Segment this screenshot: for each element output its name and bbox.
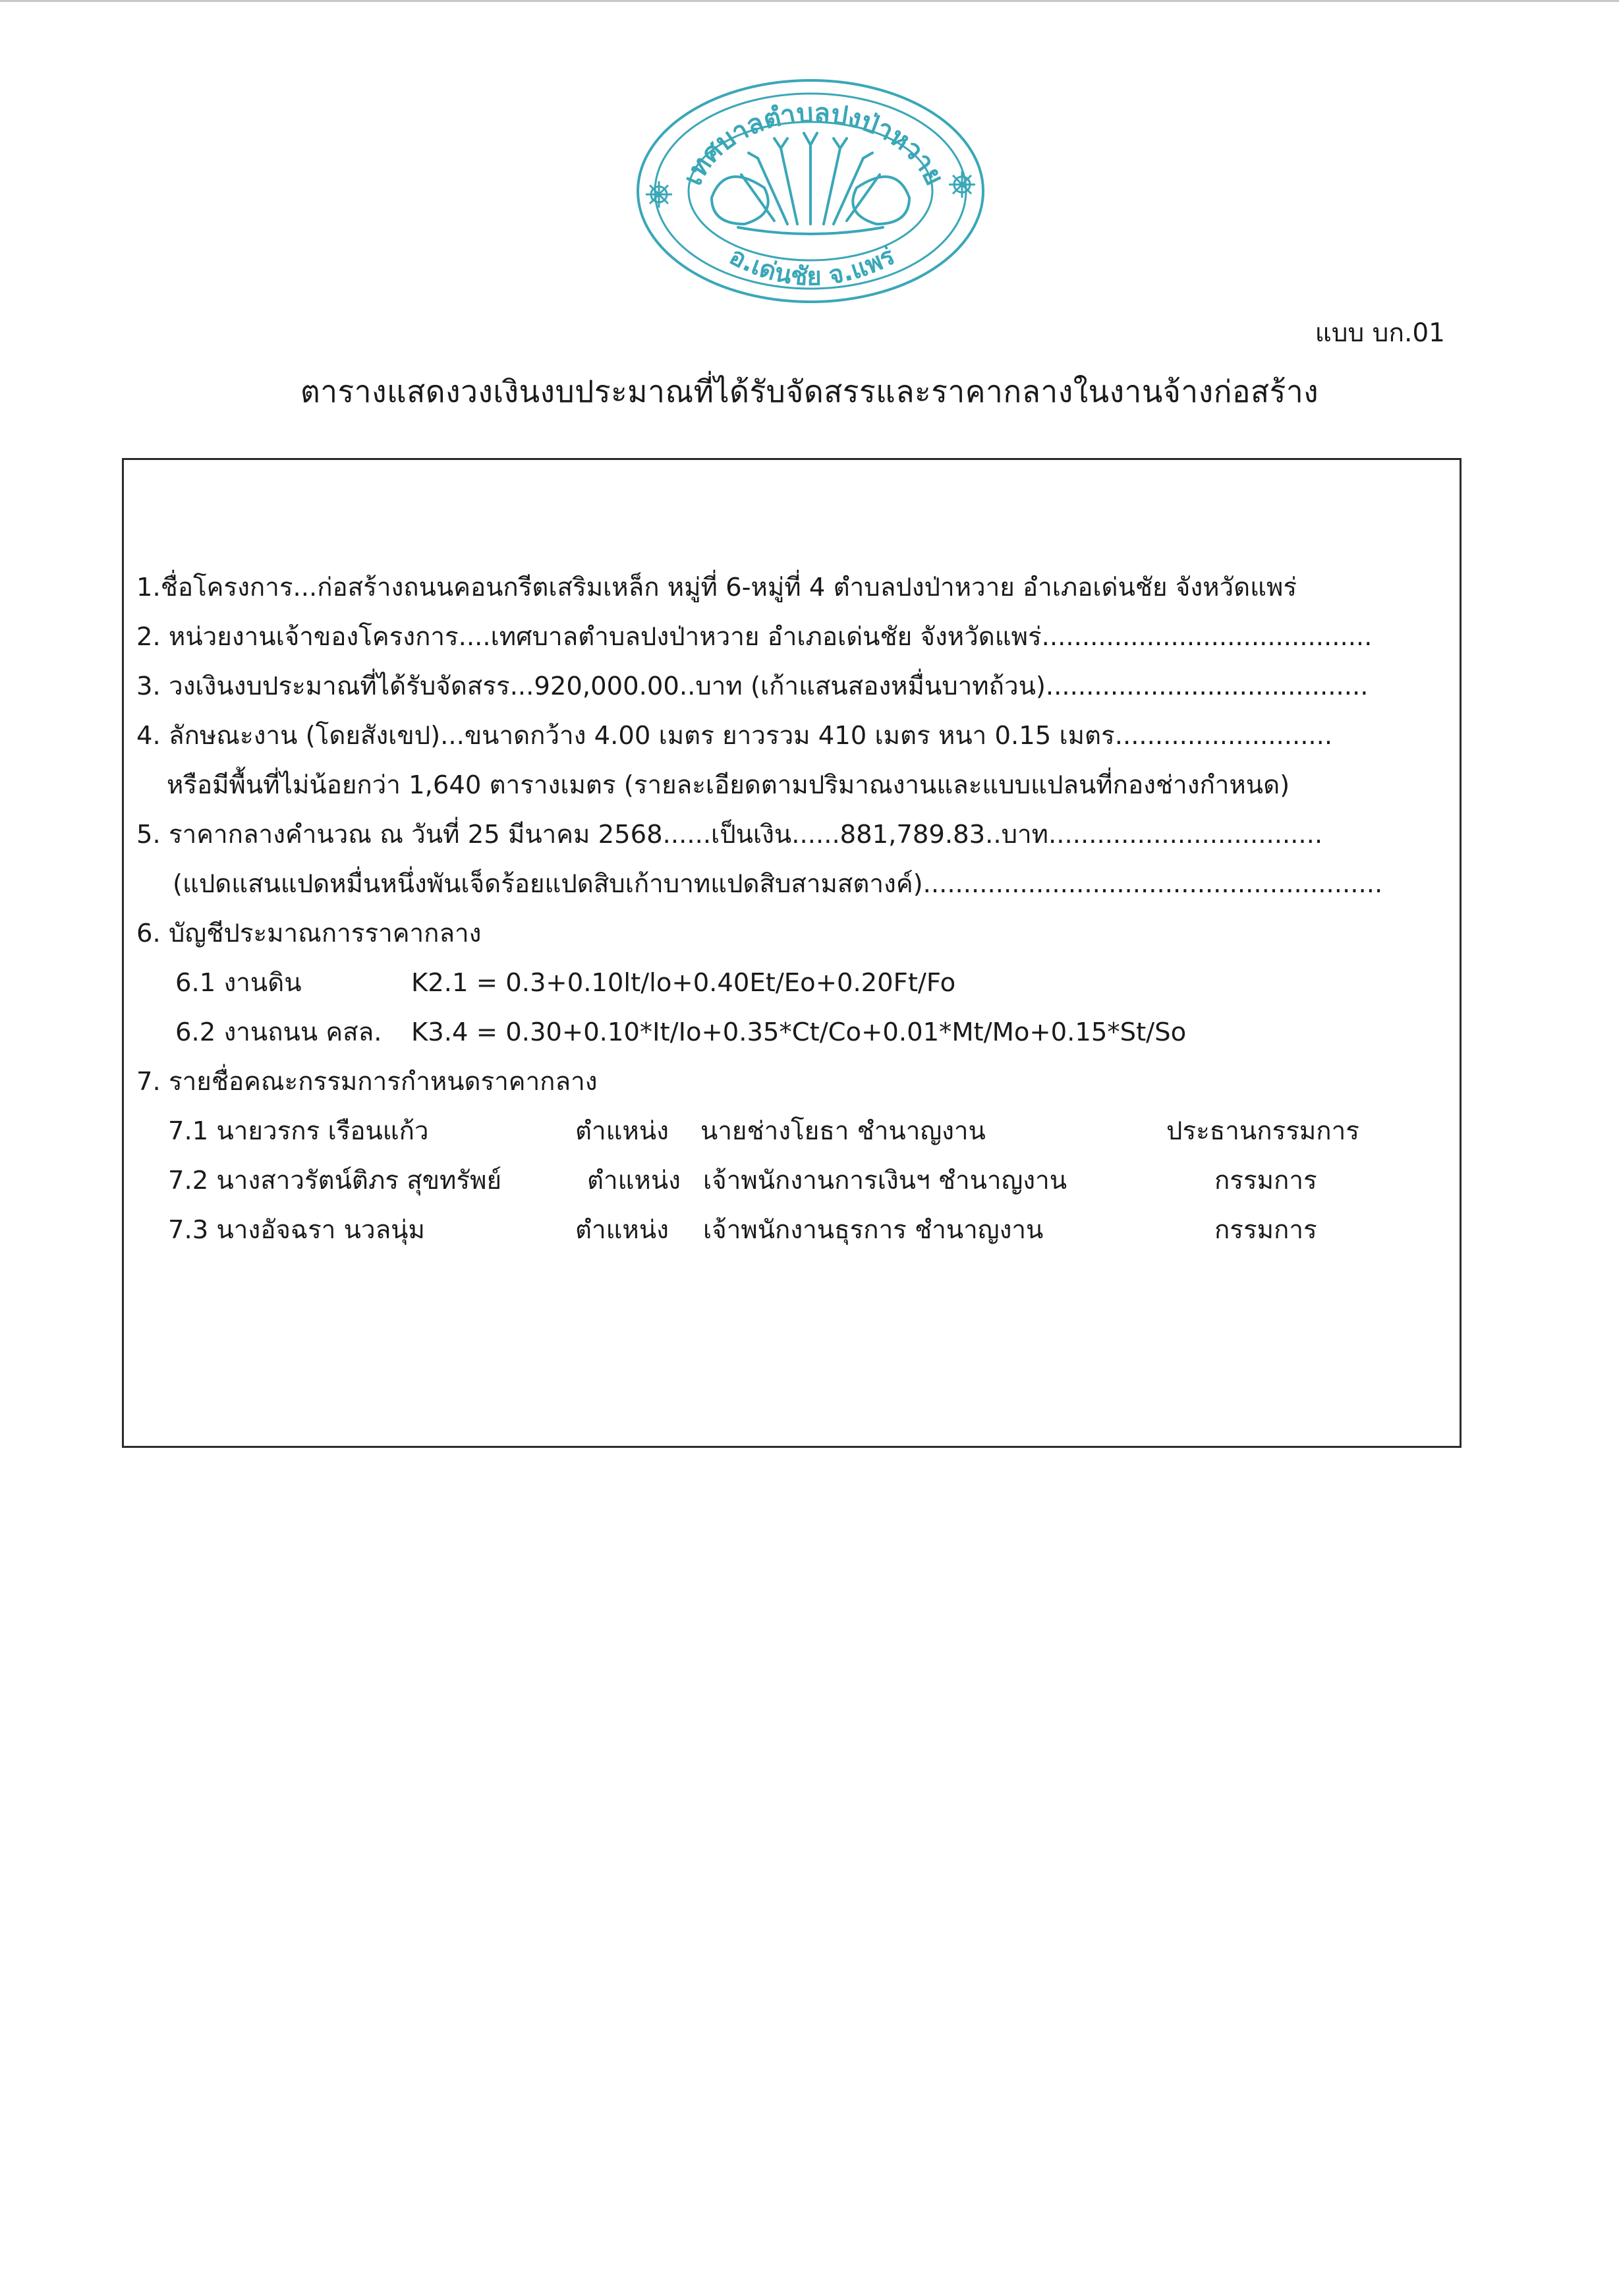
- committee-position-label: ตำแหน่ง: [575, 1116, 669, 1146]
- item-committee-heading: 7. รายชื่อคณะกรรมการกำหนดราคากลาง: [136, 1067, 598, 1097]
- committee-member-name: 7.1 นายวรกร เรือนแก้ว: [168, 1116, 429, 1146]
- committee-member-position: เจ้าพนักงานธุรการ ชำนาญงาน: [703, 1215, 1044, 1245]
- seal-star-right-icon: [949, 171, 975, 198]
- item-work-description: 4. ลักษณะงาน (โดยสังเขป)...ขนาดกว้าง 4.00 เมตร ยาวรวม 410 เมตร หนา 0.15 เมตร...........................: [136, 721, 1333, 751]
- committee-member-role: กรรมการ: [1214, 1166, 1317, 1195]
- committee-position-label: ตำแหน่ง: [587, 1166, 681, 1195]
- content-frame: [122, 458, 1462, 1448]
- item-project-name: 1.ชื่อโครงการ...ก่อสร้างถนนคอนกรีตเสริมเหล็ก หมู่ที่ 6-หมู่ที่ 4 ตำบลปงป่าหวาย อำเภอเด่นชัย จังหวัดแพร่: [136, 573, 1297, 602]
- item-median-price: 5. ราคากลางคำนวณ ณ วันที่ 25 มีนาคม 2568......เป็นเงิน......881,789.83..บาท..................................: [136, 820, 1323, 849]
- committee-member-name: 7.2 นางสาวรัตน์ติภร สุขทรัพย์: [168, 1166, 502, 1195]
- seal-rice-plant-icon: [712, 133, 909, 234]
- document-title: ตารางแสดงวงเงินงบประมาณที่ได้รับจัดสรรและราคากลางในงานจ้างก่อสร้าง: [300, 374, 1319, 409]
- item-work-area: หรือมีพื้นที่ไม่น้อยกว่า 1,640 ตารางเมตร (รายละเอียดตามปริมาณงานและแบบแปลนที่กองช่างกำหนด): [167, 770, 1290, 800]
- committee-position-label: ตำแหน่ง: [575, 1215, 669, 1245]
- committee-member-role: กรรมการ: [1214, 1215, 1317, 1245]
- item-earthwork-formula: K2.1 = 0.3+0.10lt/lo+0.40Et/Eo+0.20Ft/Fo: [411, 968, 956, 998]
- committee-member-position: นายช่างโยธา ชำนาญงาน: [700, 1116, 986, 1146]
- item-earthwork-label: 6.1 งานดิน: [175, 968, 302, 998]
- item-estimate-heading: 6. บัญชีประมาณการราคากลาง: [136, 919, 482, 948]
- svg-text:อ.เด่นชัย จ.แพร่: [725, 241, 899, 291]
- item-agency: 2. หน่วยงานเจ้าของโครงการ....เทศบาลตำบลปงป่าหวาย อำเภอเด่นชัย จังหวัดแพร่.........................................: [136, 622, 1373, 652]
- committee-member-role: ประธานกรรมการ: [1166, 1116, 1359, 1146]
- committee-member-position: เจ้าพนักงานการเงินฯ ชำนาญงาน: [703, 1166, 1067, 1195]
- seal-top-text: เทศบาลตำบลปงป่าหวาย: [677, 98, 950, 190]
- committee-member-name: 7.3 นางอัจฉรา นวลนุ่ม: [168, 1215, 425, 1245]
- item-road-label: 6.2 งานถนน คสล.: [175, 1018, 382, 1047]
- form-code: แบบ บก.01: [1315, 318, 1445, 348]
- top-edge-rule: [0, 0, 1619, 2]
- municipal-seal: [633, 76, 988, 306]
- seal-star-left-icon: [646, 181, 672, 208]
- seal-bottom-text: อ.เด่นชัย จ.แพร่: [725, 241, 899, 291]
- item-road-formula: K3.4 = 0.30+0.10*It/Io+0.35*Ct/Co+0.01*Mt/Mo+0.15*St/So: [411, 1018, 1187, 1047]
- item-median-price-words: (แปดแสนแปดหมื่นหนึ่งพันเจ็ดร้อยแปดสิบเก้าบาทแปดสิบสามสตางค์).........................................................: [173, 869, 1383, 899]
- item-budget: 3. วงเงินงบประมาณที่ได้รับจัดสรร...920,000.00..บาท (เก้าแสนสองหมื่นบาทถ้วน)........................................: [136, 672, 1369, 701]
